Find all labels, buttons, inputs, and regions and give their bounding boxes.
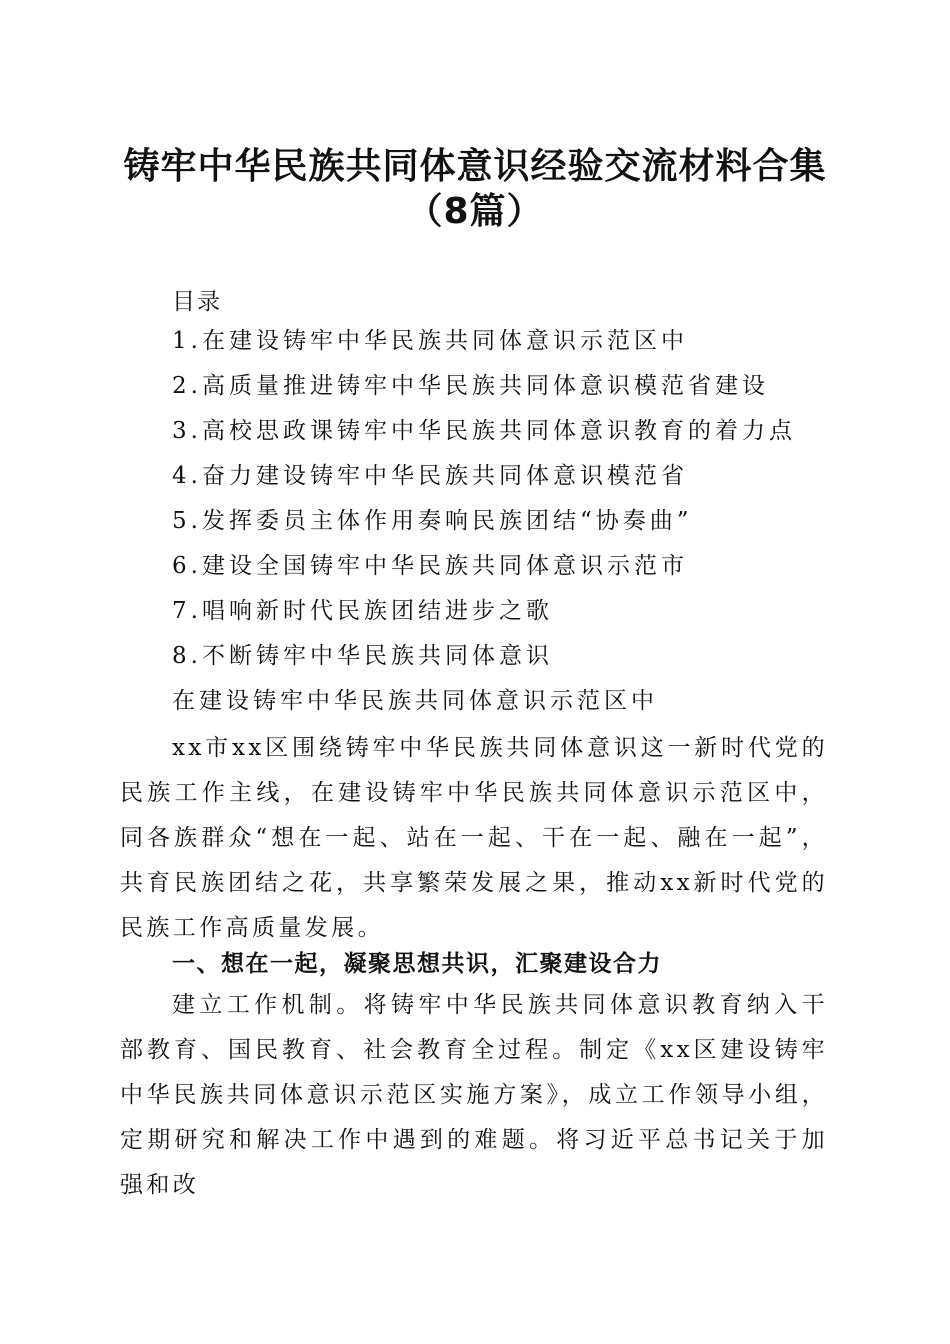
toc-item-7: 7.唱响新时代民族团结进步之歌	[172, 598, 553, 624]
section-heading: 一、想在一起，凝聚思想共识，汇聚建设合力	[172, 951, 662, 977]
toc-item-6: 6.建设全国铸牢中华民族共同体意识示范市	[172, 553, 688, 579]
document-title: 铸牢中华民族共同体意识经验交流材料合集	[123, 146, 827, 187]
toc-item-4: 4.奋力建设铸牢中华民族共同体意识模范省	[172, 463, 688, 489]
document-subtitle: （8篇）	[406, 191, 544, 232]
toc-item-3: 3.高校思政课铸牢中华民族共同体意识教育的着力点	[172, 418, 796, 444]
toc-item-1: 1.在建设铸牢中华民族共同体意识示范区中	[172, 328, 688, 354]
table-of-contents	[172, 324, 796, 684]
intro-paragraph: xx市xx区围绕铸牢中华民族共同体意识这一新时代党的民族工作主线，在建设铸牢中华民族共同体意识示范区中，同各族群众“想在一起、站在一起、干在一起、融在一起”，共育民族团结之花，共享繁荣发展之果，推动xx新时代党的民族工作高质量发展。	[120, 735, 828, 941]
body-paragraph: 建立工作机制。将铸牢中华民族共同体意识教育纳入干部教育、国民教育、社会教育全过程。制定《xx区建设铸牢中华民族共同体意识示范区实施方案》，成立工作领导小组，定期研究和解决工作中遇到的难题。将习近平总书记关于加强和改	[120, 992, 828, 1198]
toc-item-2: 2.高质量推进铸牢中华民族共同体意识模范省建设	[172, 373, 769, 399]
toc-item-5: 5.发挥委员主体作用奏响民族团结“协奏曲”	[172, 508, 693, 534]
toc-heading: 目录	[172, 289, 222, 315]
article-title: 在建设铸牢中华民族共同体意识示范区中	[172, 688, 658, 714]
toc-item-8: 8.不断铸牢中华民族共同体意识	[172, 643, 553, 669]
